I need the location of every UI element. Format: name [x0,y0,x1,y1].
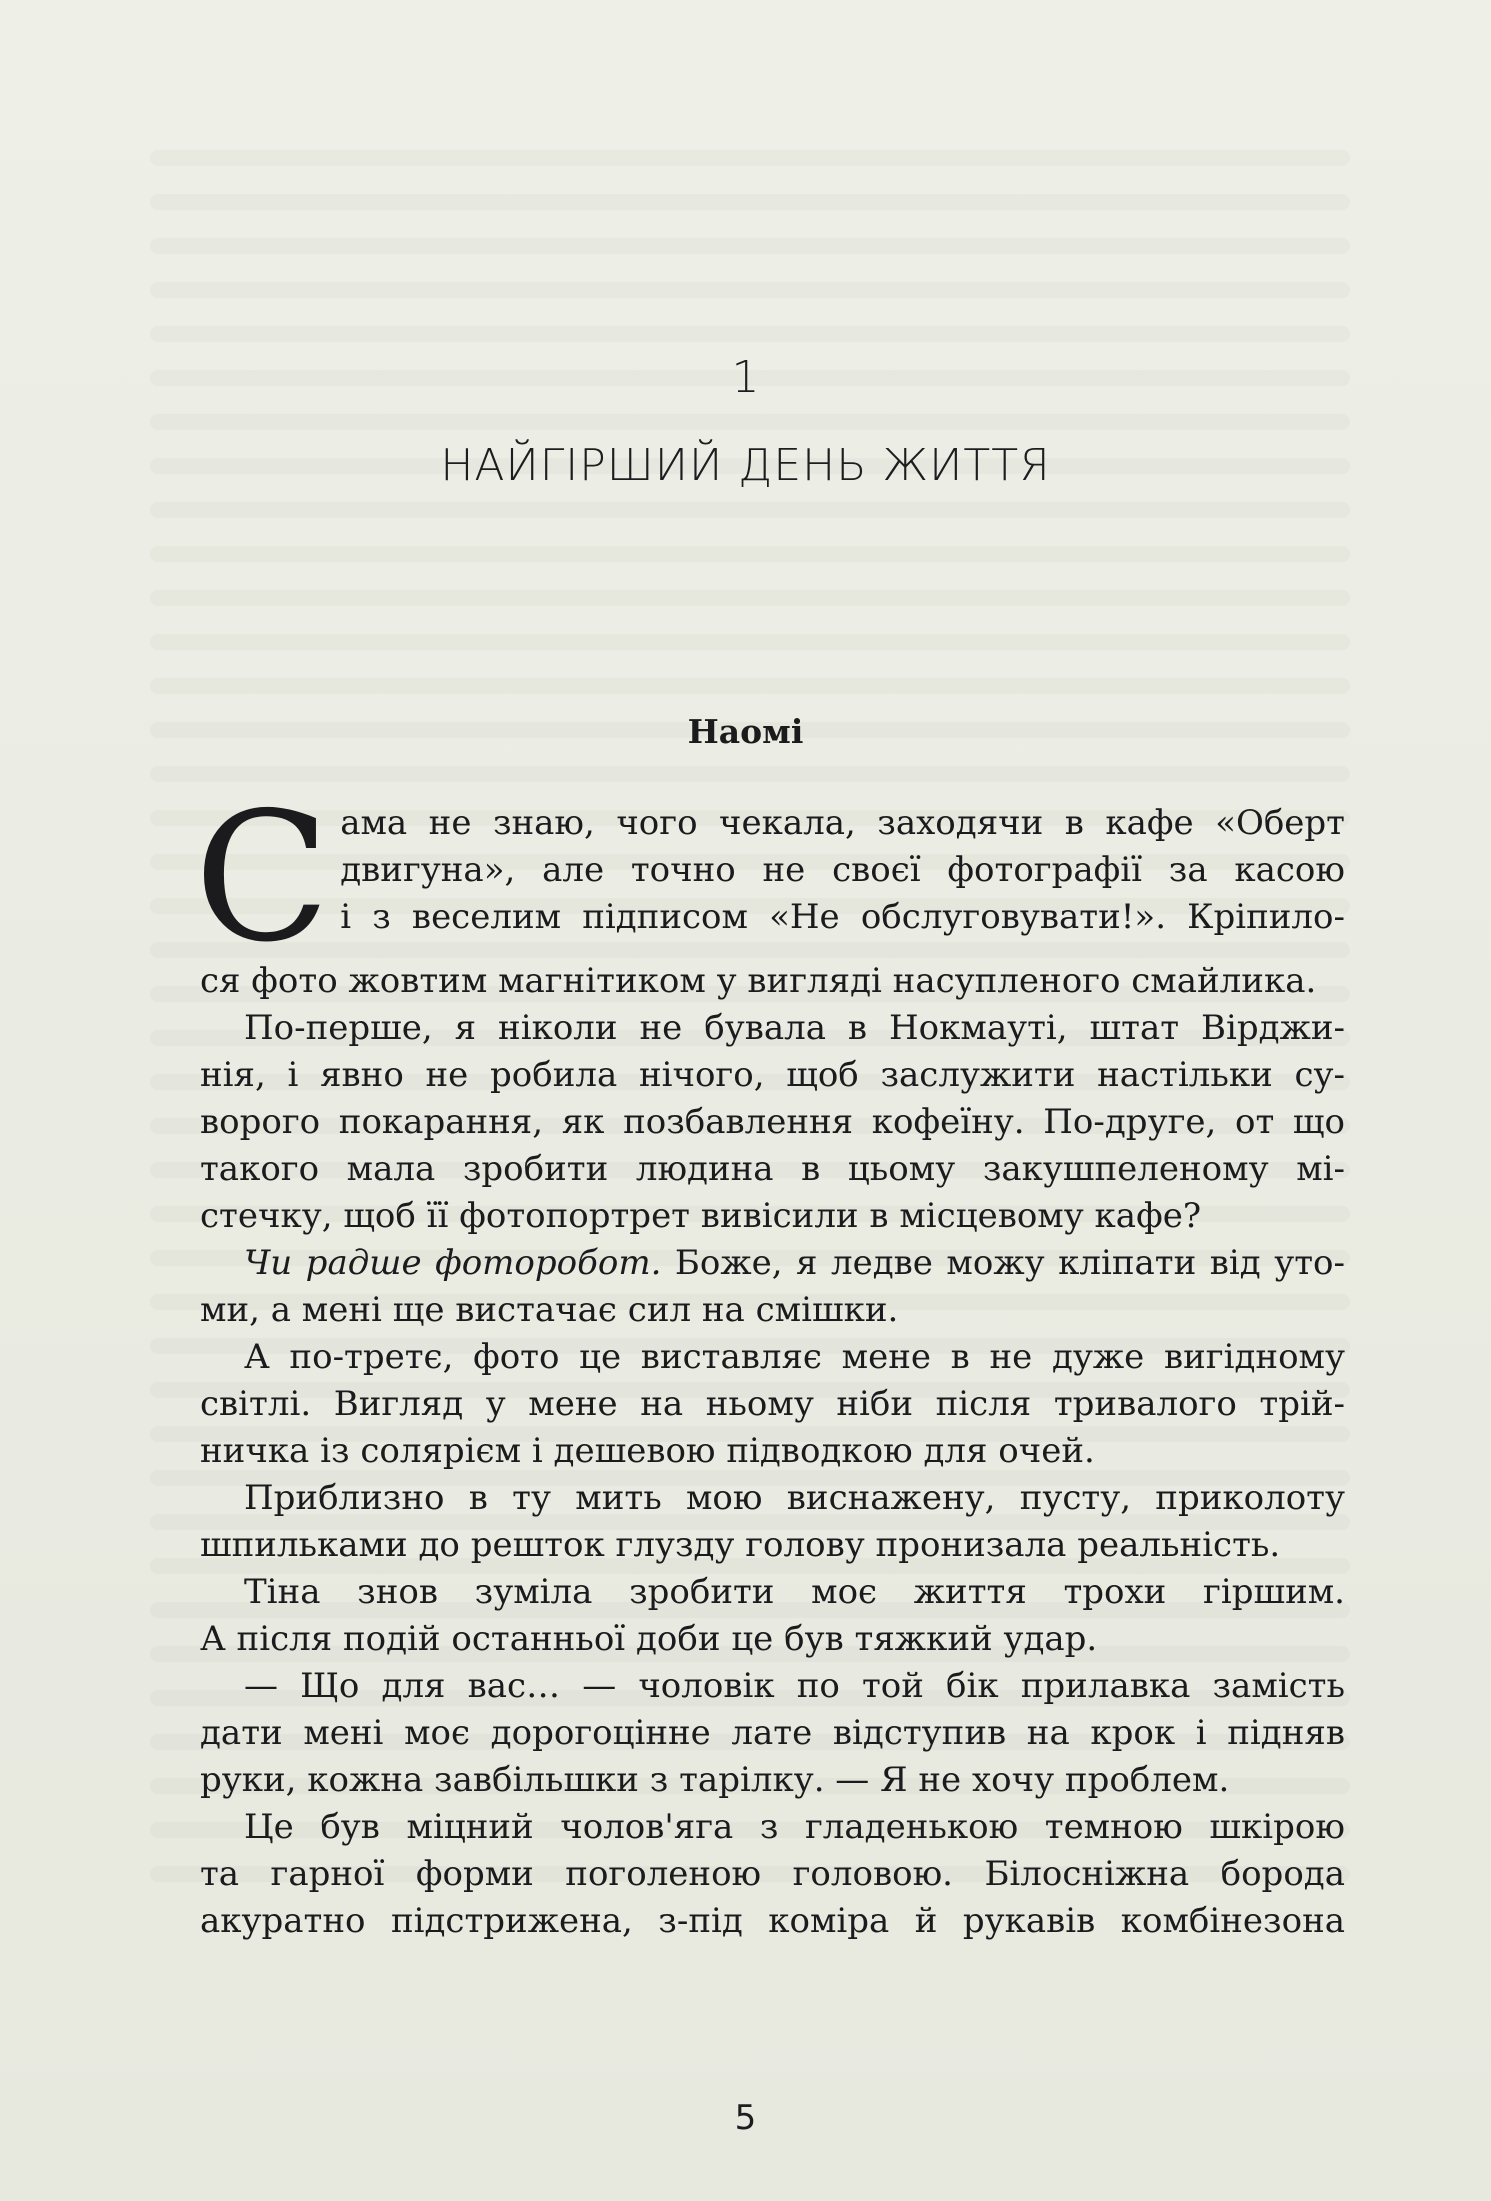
text-line: дати мені моє дорогоцінне лате відступив на крок і підняв [200,1713,1345,1753]
text-line: — Що для вас… — чоловік по той бік прилавка замість [244,1666,1345,1706]
text-line: А по-третє, фото це виставляє мене в не дуже вигідному [244,1337,1345,1377]
text-line: акуратно підстрижена, з-під коміра й рукавів комбінезона [200,1901,1345,1941]
drop-cap: С [194,774,331,981]
text-line: такого мала зробити людина в цьому закушпеленому мі- [200,1149,1345,1189]
text-line: По-перше, я ніколи не бувала в Нокмауті, штат Вірджи- [244,1008,1345,1048]
text-line: і з веселим підписом «Не обслуговувати!». Кріпило- [340,897,1345,937]
text-line: Це був міцний чолов'яга з гладенькою темною шкірою [244,1807,1345,1847]
text-line: стечку, щоб її фотопортрет вивісили в місцевому кафе? [200,1196,1202,1236]
text-line: двигуна», але точно не своєї фотографії за касою [340,850,1345,890]
text-line: ся фото жовтим магнітиком у вигляді насупленого смайлика. [200,961,1317,1001]
chapter-number: 1 [731,352,760,403]
text-line: світлі. Вигляд у мене на ньому ніби після тривалого трій- [200,1384,1345,1424]
text-line: А після подій останньої доби це був тяжкий удар. [200,1619,1098,1659]
text-line: ми, а мені ще вистачає сил на смішки. [200,1290,899,1330]
narrator-heading: Наомі [687,712,804,751]
text-line [200,1240,1345,1287]
text-line: шпильками до решток глузду голову пронизала реальність. [200,1525,1281,1565]
text-line: та гарної форми поголеною головою. Білосніжна борода [200,1854,1345,1894]
text-line: ничка із солярієм і дешевою підводкою для очей. [200,1431,1095,1471]
text-line: ворого покарання, як позбавлення кофеїну. По-друге, от що [200,1102,1345,1142]
chapter-title: НАЙГІРШИЙ ДЕНЬ ЖИТТЯ [440,440,1051,491]
body-text [194,774,1345,1945]
text-line: нія, і явно не робила нічого, щоб заслужити настільки су- [200,1055,1345,1095]
italic-phrase: Чи радше фоторобот. [244,1243,662,1283]
page-number: 5 [734,2098,757,2138]
text-line: Приблизно в ту мить мою виснажену, пусту, приколоту [244,1478,1345,1518]
text-fragment: Боже, я ледве можу кліпати від уто- [661,1243,1345,1283]
text-line: Тіна знов зуміла зробити моє життя трохи гіршим. [244,1572,1345,1612]
text-line: ама не знаю, чого чекала, заходячи в кафе «Оберт [340,803,1345,843]
text-line: руки, кожна завбільшки з тарілку. — Я не хочу проблем. [200,1760,1230,1800]
